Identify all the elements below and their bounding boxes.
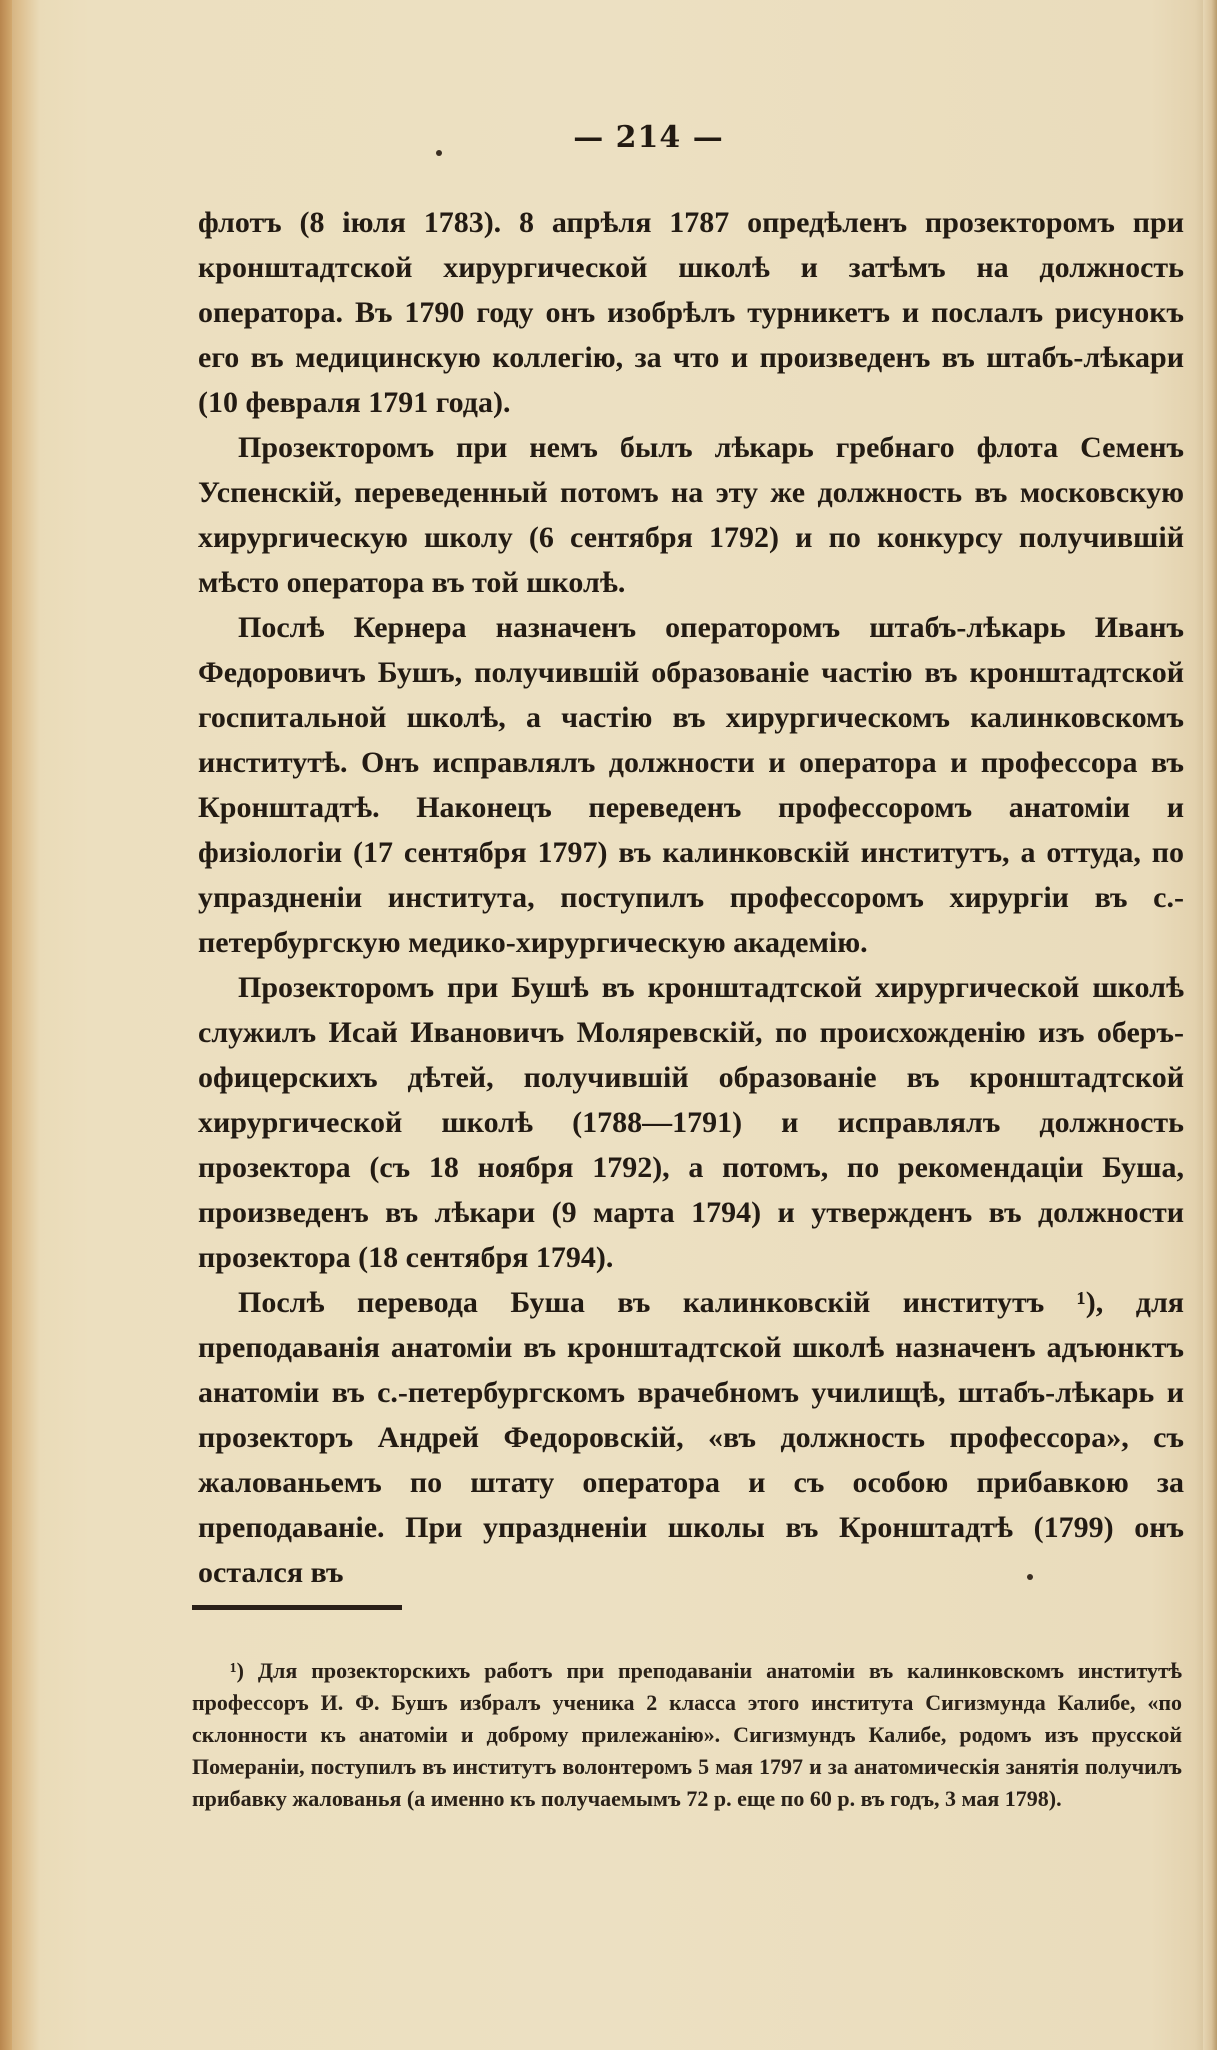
print-speck <box>436 150 442 156</box>
footnote-separator <box>192 1605 402 1610</box>
paragraph-2: Прозекторомъ при немъ былъ лѣкарь гребнаго флота Семенъ Успенскій, переведенный потомъ на эту же должность въ московскую хирургическую школу (6 сентября 1792) и по конкурсу получившій мѣсто оператора въ той школѣ. <box>198 431 1184 599</box>
paragraph-1: флотъ (8 іюля 1783). 8 апрѣля 1787 опредѣленъ прозекторомъ при кронштадтской хирургической школѣ и затѣмъ на должность оператора. Въ 1790 году онъ изобрѣлъ турникетъ и послалъ рисунокъ его въ медицинскую коллегію, за что и произведенъ въ штабъ-лѣкари (10 февраля 1791 года). <box>198 206 1184 419</box>
paragraph-3: Послѣ Кернера назначенъ операторомъ штабъ-лѣкарь Иванъ Федоровичъ Бушъ, получившій образованіе частію въ кронштадтской госпитальной школѣ, а частію въ хирургическомъ калинковскомъ институтѣ. Онъ исправлялъ должности и оператора и профессора въ Кронштадтѣ. Наконецъ переведенъ профессоромъ анатоміи и физіологіи (17 сентября 1797) въ калинковскій институтъ, а оттуда, по упраздненіи института, поступилъ профессоромъ хирургіи въ с.-петербургскую медико-хирургическую академію. <box>198 611 1184 959</box>
main-text <box>198 200 1184 1595</box>
page-right-edge <box>1203 0 1217 2050</box>
footnote-text: ¹) Для прозекторскихъ работъ при преподаваніи анатоміи въ калинковскомъ институтѣ профессоръ И. Ф. Бушъ избралъ ученика 2 класса этого института Сигизмунда Калибе, «по склонности къ анатоміи и доброму прилежанію». Сигизмундъ Калибе, родомъ изъ прусской Помераніи, поступилъ въ институтъ волонтеромъ 5 мая 1797 и за анатомическія занятія получилъ прибавку жалованья (а именно къ получаемымъ 72 р. еще по 60 р. въ годъ, 3 мая 1798). <box>192 1658 1182 1811</box>
print-speck <box>1027 1574 1033 1580</box>
paragraph-4: Прозекторомъ при Бушѣ въ кронштадтской хирургической школѣ служилъ Исай Ивановичъ Моляревскій, по происхожденію изъ оберъ-офицерскихъ дѣтей, получившій образованіе въ кронштадтской хирургической школѣ (1788—1791) и исправлялъ должность прозектора (съ 18 ноября 1792), а потомъ, по рекомендаціи Буша, произведенъ въ лѣкари (9 марта 1794) и утвержденъ въ должности прозектора (18 сентября 1794). <box>198 971 1184 1274</box>
page-number: — 214 — <box>573 120 724 155</box>
footnote <box>192 1655 1182 1815</box>
paragraph-5: Послѣ перевода Буша въ калинковскій институтъ ¹), для преподаванія анатоміи въ кронштадтской школѣ назначенъ адъюнктъ анатоміи въ с.-петербургскомъ врачебномъ училищѣ, штабъ-лѣкарь и прозекторъ Андрей Федоровскій, «въ должность профессора», съ жалованьемъ по штату оператора и съ особою прибавкою за преподаваніе. При упраздненіи школы въ Кронштадтѣ (1799) онъ остался въ <box>198 1286 1184 1589</box>
page-header <box>0 120 1217 155</box>
book-spine-edge <box>0 0 12 2050</box>
